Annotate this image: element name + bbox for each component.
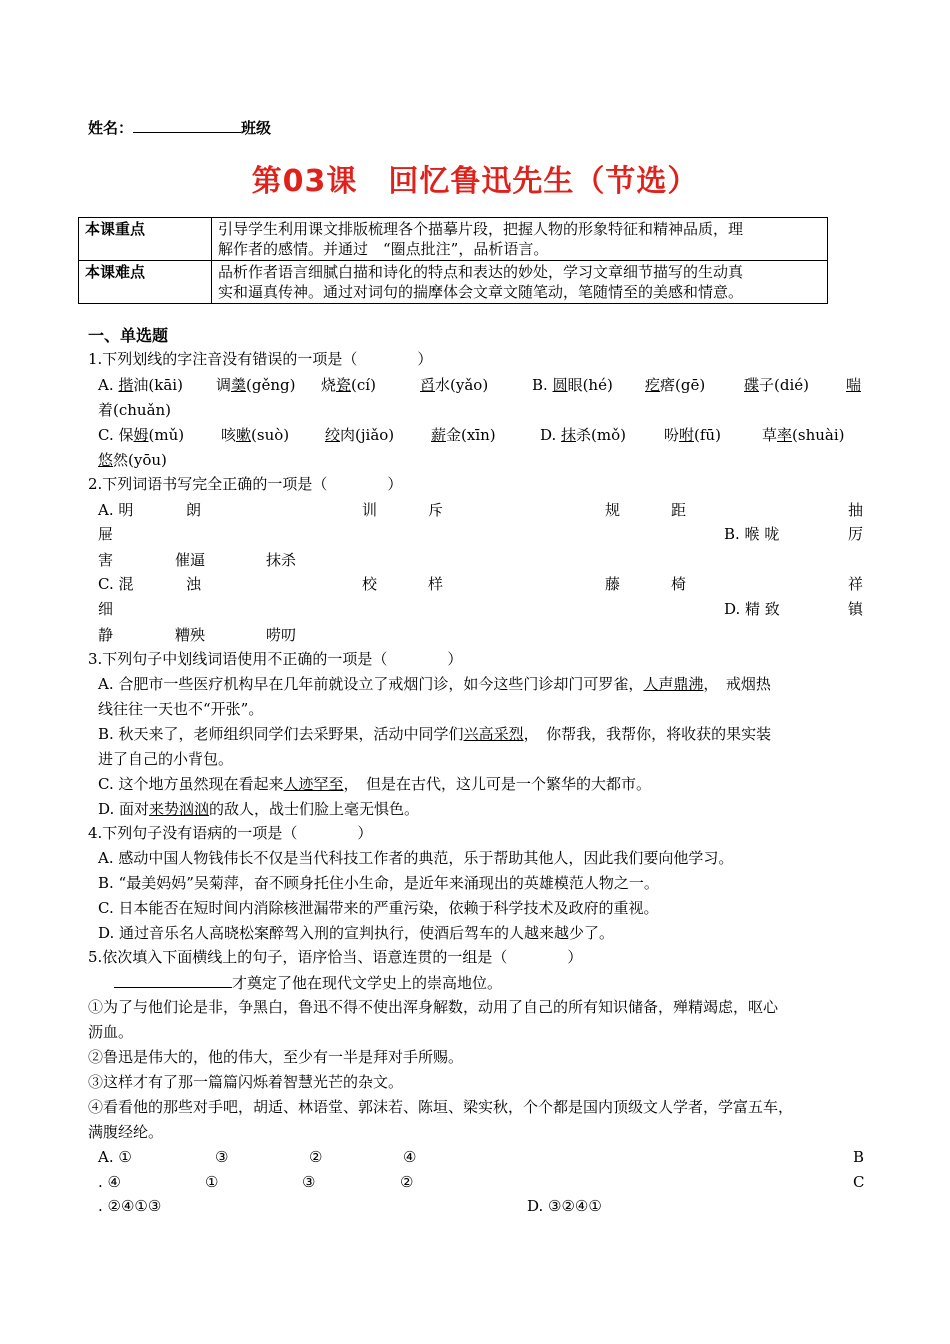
underlined-char: 瓷 [336, 376, 352, 394]
q5-option-b-label[interactable]: B [853, 1148, 865, 1166]
underlined-char: 咐 [679, 426, 695, 444]
name-label: 姓名： [88, 119, 134, 137]
q5-sentence-2: ②鲁迅是伟大的，他的伟大，至少有一半是拜对手所赐。 [88, 1048, 464, 1066]
q5-sentence-3: ③这样才有了那一篇篇闪烁着智慧光芒的杂文。 [88, 1073, 404, 1091]
pinyin: 金(xīn) [446, 426, 496, 444]
q5-b-item: ② [400, 1173, 414, 1191]
focus-text-line: 解作者的感情。并通过 “圈点批注”，品析语言。 [218, 240, 549, 258]
q2-option-b[interactable]: B. 喉 咙 [724, 525, 780, 543]
pinyin: (suò) [251, 426, 290, 444]
name-blank[interactable] [133, 118, 241, 133]
q1-stem: 1.下列划线的字注音没有错误的一项是（ ） [88, 350, 433, 368]
q5-sentence-1-cont: 沥血。 [88, 1023, 134, 1041]
underlined-word: 来势汹汹 [149, 800, 210, 818]
char: 咳 [221, 426, 237, 444]
q2-c-char: 藤 [605, 575, 621, 593]
q5-b-item: ③ [302, 1173, 316, 1191]
q1-option-c[interactable] [98, 426, 184, 444]
q5-blank-line [114, 973, 502, 992]
q1-option-b[interactable] [532, 376, 613, 394]
q2-c-char: 祥 [848, 575, 864, 593]
q2-b-char: 厉 [848, 525, 864, 543]
q2-option-d[interactable]: D. 精 致 [724, 600, 780, 618]
q1-b-word3 [744, 376, 809, 394]
q1-d-word4 [98, 451, 167, 469]
focus-row [79, 218, 828, 261]
underlined-char: 嗽 [236, 426, 252, 444]
sentence-part: ， 但是在古代，这儿可是一个繁华的大都市。 [343, 775, 652, 793]
q5-option-a[interactable]: A. ① [98, 1148, 132, 1166]
blank-tail: 才奠定了他在现代文学史上的崇高地位。 [232, 974, 503, 992]
q2-stem: 2.下列词语书写完全正确的一项是（ ） [88, 475, 403, 493]
underlined-char: 姆 [133, 426, 149, 444]
sentence-part: 的敌人，战士们脸上毫无惧色。 [209, 800, 420, 818]
q2-a-char: 距 [671, 501, 687, 519]
q2-d-cont: 静 [98, 626, 114, 644]
difficulty-text-line: 品析作者语言细腻白描和诗化的特点和表达的妙处，学习文章细节描写的生动真 [218, 263, 744, 281]
q3-option-c[interactable] [98, 775, 651, 793]
focus-text-line: 引导学生利用课文排版梳理各个描摹片段，把握人物的形象特征和精神品质，理 [218, 220, 744, 238]
sentence-part: ， 戒烟热 [703, 675, 771, 693]
class-label: 班级 [241, 119, 272, 137]
fill-blank[interactable] [114, 973, 232, 988]
pinyin: (cí) [351, 376, 376, 394]
q1-a-word2 [216, 376, 295, 394]
q4-option-b[interactable]: B. “最美妈妈”吴菊萍，奋不顾身托住小生命，是近年来涌现出的英雄模范人物之一。 [98, 874, 659, 892]
q2-b-cont: 害 [98, 551, 114, 569]
underlined-char: 薪 [431, 426, 447, 444]
q2-a-char: 训 [362, 501, 378, 519]
char: 调 [216, 376, 232, 394]
pinyin: 然(yōu) [113, 451, 167, 469]
underlined-char: 揩 [118, 376, 134, 394]
underlined-char: 抹 [561, 426, 577, 444]
q1-b-word4-cont: 着(chuǎn) [98, 401, 172, 419]
q1-b-word2 [645, 376, 705, 394]
difficulty-label: 本课难点 [79, 261, 212, 304]
q2-option-a[interactable]: A. 明 [98, 501, 134, 519]
q5-a-item: ② [309, 1148, 323, 1166]
underlined-word: 兴高采烈 [463, 725, 524, 743]
difficulty-text-line: 实和逼真传神。通过对词句的揣摩体会文章文随笔动，笔随情至的美感和情意。 [218, 283, 744, 301]
q5-option-c[interactable]: . ②④①③ [98, 1197, 162, 1215]
underlined-char: 喘 [846, 376, 862, 394]
pinyin: (fū) [694, 426, 721, 444]
q5-sentence-4-cont: 满腹经纶。 [88, 1123, 164, 1141]
underlined-char: 舀 [420, 376, 436, 394]
q5-stem: 5.依次填入下面横线上的句子，语序恰当、语意连贯的一组是（ ） [88, 948, 583, 966]
q5-b-item: ① [205, 1173, 219, 1191]
underlined-char: 羹 [231, 376, 247, 394]
pinyin: (shuài) [792, 426, 845, 444]
q5-a-item: ③ [215, 1148, 229, 1166]
focus-text [212, 218, 828, 261]
q2-c-char: 椅 [671, 575, 687, 593]
q2-d-cont: 唠叨 [266, 626, 297, 644]
q2-c-cont: 细 [98, 600, 114, 618]
underlined-char: 率 [777, 426, 793, 444]
q1-option-d[interactable] [540, 426, 626, 444]
q1-c-word2 [221, 426, 289, 444]
pinyin: (mǔ) [148, 426, 185, 444]
pinyin: 油(kāi) [133, 376, 183, 394]
q3-option-d[interactable] [98, 800, 419, 818]
underlined-char: 疙 [645, 376, 661, 394]
q3-stem: 3.下列句子中划线词语使用不正确的一项是（ ） [88, 650, 463, 668]
q1-c-word3 [325, 426, 394, 444]
q2-b-cont: 抹杀 [266, 551, 297, 569]
q5-sentence-1: ①为了与他们论是非，争黑白，鲁迅不得不使出浑身解数，动用了自己的所有知识储备，殚精竭虑，呕心 [88, 998, 779, 1016]
q2-a-char: 规 [605, 501, 621, 519]
underlined-word: 人声鼎沸 [643, 675, 704, 693]
name-line [88, 118, 271, 137]
pinyin: 瘩(gē) [660, 376, 706, 394]
pinyin: 眼(hé) [567, 376, 613, 394]
q2-b-cont: 催逼 [175, 551, 206, 569]
pinyin: 肉(jiǎo) [340, 426, 395, 444]
pinyin: 杀(mǒ) [576, 426, 627, 444]
focus-label: 本课重点 [79, 218, 212, 261]
q4-option-c[interactable]: C. 日本能否在短时间内消除核泄漏带来的严重污染，依赖于科学技术及政府的重视。 [98, 899, 659, 917]
q4-option-a[interactable]: A. 感动中国人物钱伟长不仅是当代科技工作者的典范，乐于帮助其他人，因此我们要向他学习。 [98, 849, 734, 867]
option-prefix: B. [532, 376, 553, 394]
q1-a-word3 [321, 376, 376, 394]
q3-b-cont: 进了自己的小背包。 [98, 750, 234, 768]
q2-c-char: 样 [428, 575, 444, 593]
char: 草 [762, 426, 778, 444]
q1-c-word4 [431, 426, 496, 444]
q5-option-d[interactable]: D. ③②④① [527, 1197, 602, 1215]
lesson-title: 第03课 回忆鲁迅先生（节选） [251, 164, 699, 199]
q3-option-a[interactable] [98, 675, 771, 693]
q1-d-word3 [762, 426, 845, 444]
q5-a-item: ④ [403, 1148, 417, 1166]
q1-d-word2 [664, 426, 721, 444]
pinyin: (gěng) [246, 376, 296, 394]
sentence-part: ， 你帮我，我帮你，将收获的果实装 [523, 725, 772, 743]
sentence-part: B. 秋天来了，老师组织同学们去采野果，活动中同学们 [98, 725, 464, 743]
option-prefix: C. 保 [98, 426, 134, 444]
q5-option-b[interactable]: . ④ [98, 1173, 121, 1191]
section-title: 一、单选题 [88, 326, 169, 345]
q2-a-char: 朗 [186, 501, 202, 519]
q2-option-c[interactable]: C. 混 [98, 575, 134, 593]
option-prefix: D. [540, 426, 562, 444]
sentence-part: C. 这个地方虽然现在看起来 [98, 775, 284, 793]
q2-d-char: 镇 [848, 600, 864, 618]
underlined-char: 圆 [552, 376, 568, 394]
q2-c-char: 浊 [186, 575, 202, 593]
q2-a-char: 斥 [428, 501, 444, 519]
q1-a-word4 [420, 376, 488, 394]
sentence-part: D. 面对 [98, 800, 150, 818]
difficulty-row [79, 261, 828, 304]
q2-c-char: 校 [362, 575, 378, 593]
char: 烧 [321, 376, 337, 394]
q2-d-cont: 糟殃 [175, 626, 206, 644]
q5-option-c-label[interactable]: C [853, 1173, 865, 1191]
difficulty-text [212, 261, 828, 304]
q4-stem: 4.下列句子没有语病的一项是（ ） [88, 824, 373, 842]
underlined-char: 碟 [744, 376, 760, 394]
q2-a-char: 抽 [848, 501, 864, 519]
option-prefix: A. [98, 376, 119, 394]
q5-sentence-4: ④看看他的那些对手吧，胡适、林语堂、郭沫若、陈垣、梁实秋，个个都是国内顶级文人学者，学富五车， [88, 1098, 794, 1116]
q1-option-a[interactable] [98, 376, 183, 394]
q3-option-b[interactable] [98, 725, 771, 743]
q4-option-d[interactable]: D. 通过音乐名人高晓松案醉驾入刑的宣判执行，使酒后驾车的人越来越少了。 [98, 924, 615, 942]
q2-a-cont: 屉 [98, 525, 114, 543]
q3-a-cont: 线往往一天也不“开张”。 [98, 700, 264, 718]
focus-table [78, 217, 828, 304]
underlined-char: 悠 [98, 451, 114, 469]
pinyin: 子(dié) [759, 376, 809, 394]
char: 吩 [664, 426, 680, 444]
q1-b-word4 [846, 376, 861, 394]
sentence-part: A. 合肥市一些医疗机构早在几年前就设立了戒烟门诊，如今这些门诊却门可罗雀， [98, 675, 644, 693]
pinyin: 水(yǎo) [435, 376, 489, 394]
underlined-word: 人迹罕至 [283, 775, 344, 793]
underlined-char: 绞 [325, 426, 341, 444]
